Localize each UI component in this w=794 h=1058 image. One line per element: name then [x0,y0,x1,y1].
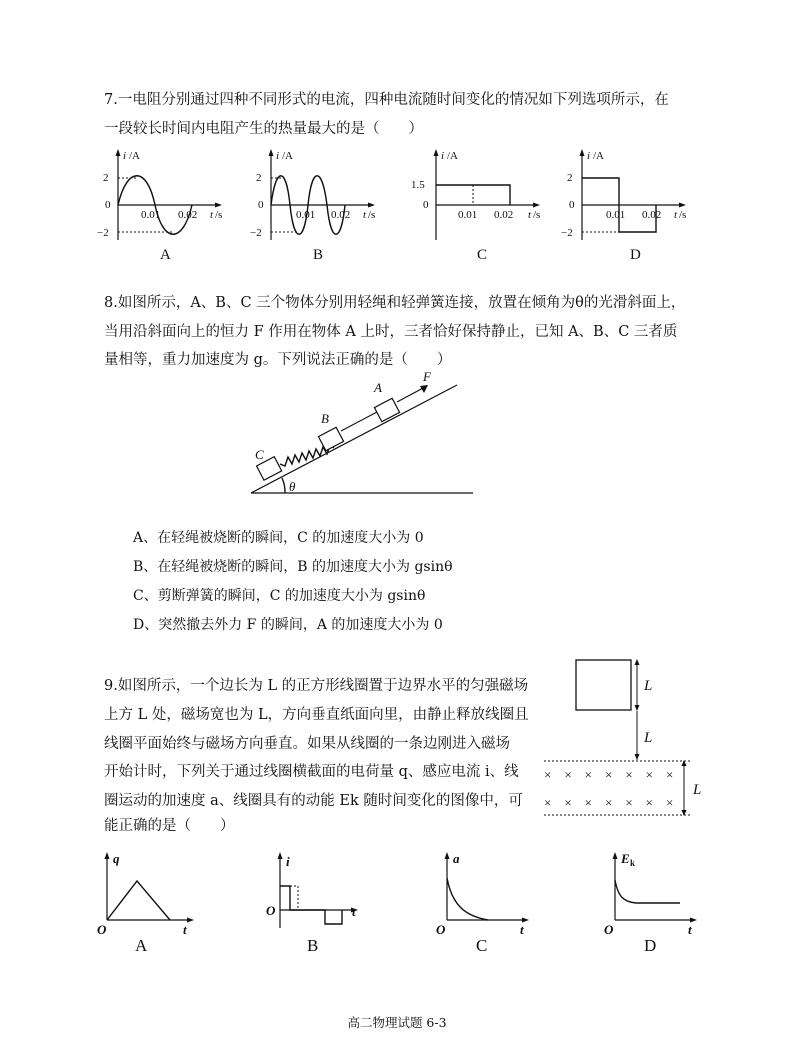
q7-graph-d [561,148,704,243]
tick-label: 0.01 [141,209,161,221]
axis-label-i: i [276,150,280,162]
page-footer: 高二物理试题 6-3 [347,1015,447,1030]
q7-caption-c: C [477,247,488,263]
label-f: F [423,369,431,384]
q9-text-line1: 9.如图所示，一个边长为 L 的正方形线圈置于边界水平的匀强磁场 [104,678,529,694]
q9-graph-a [95,850,205,940]
axis-label-t: t [210,209,214,221]
q8-text-line2: 当用沿斜面向上的恒力 F 作用在物体 A 上时，三者恰好保持静止，已知 A、B、C 三者质 [104,324,678,340]
label-c: C [255,447,264,462]
q9-text-line2: 上方 L 处，磁场宽也为 L，方向垂直纸面向里，由静止释放线圈且 [104,707,529,723]
tick-label: −2 [561,227,573,239]
q9-text-line3: 线圈平面始终与磁场方向垂直。如果从线圈的一条边刚进入磁场 [104,736,510,752]
axis-label-unit: /A [282,150,293,162]
block-a [374,398,399,421]
origin-label: O [604,922,614,937]
q7-caption-d: D [630,247,641,263]
tick-label: 0.01 [606,209,626,221]
q7-graph-a [97,148,240,243]
axis-label-t: t [674,209,678,221]
tick-label: 0.02 [331,209,351,221]
tick-label: 0 [569,199,575,211]
axis-label-unit: /A [447,150,458,162]
origin-label: O [97,922,107,937]
q7-text-line1: 7.一电阻分别通过四种不同形式的电流，四种电流随时间变化的情况如下列选项所示，在 [104,92,669,108]
q9-graph-b [262,850,372,940]
origin-label: O [436,922,446,937]
axis-label-t: t [688,922,692,937]
tick-label: 0.01 [296,209,316,221]
axis-label-q: q [113,851,120,866]
force-arrow [397,387,425,402]
axis-label-unit: /s [533,209,541,221]
q7-graph-b [250,148,393,243]
axis-label-t: t [363,209,367,221]
q7-text-line2: 一段较长时间内电阻产生的热量最大的是（ ） [104,121,423,137]
label-a: A [374,380,382,395]
q7-caption-b: B [313,247,324,263]
tick-label: 1.5 [411,179,425,191]
tick-label: 0.01 [458,209,478,221]
field-cross-row: × × × × × × × [544,795,674,810]
q9-caption-d: D [644,936,657,955]
q9-text-line5: 圈运动的加速度 a、线圈具有的动能 Ek 随时间变化的图像中，可 [104,793,523,809]
tick-label: 0 [105,199,111,211]
tick-label: 0.02 [642,209,662,221]
axis-label-i: i [286,854,290,869]
q9-text-line6: 能正确的是（ ） [104,818,235,834]
axis-label-ek-sub: k [630,858,636,868]
q8-option-c: C、剪断弹簧的瞬间，C 的加速度大小为 gsinθ [133,588,426,604]
axis-label-t: t [183,922,187,937]
axis-label-t: t [520,922,524,937]
tick-label: −2 [97,227,109,239]
theta-label: θ [289,479,296,494]
dim-label-l2: L [644,730,653,746]
axis-label-unit: /s [215,209,223,221]
axis-label-unit: /s [368,209,376,221]
tick-label: 2 [256,172,262,184]
q8-text-line1: 8.如图所示，A、B、C 三个物体分别用轻绳和轻弹簧连接，放置在倾角为θ的光滑斜面上， [104,295,686,311]
q8-option-b: B、在轻绳被烧断的瞬间，B 的加速度大小为 gsinθ [133,559,453,575]
origin-label: O [266,903,276,918]
dim-label-l1: L [644,678,653,694]
q9-graph-d [598,850,708,940]
q8-incline-figure [245,365,475,500]
q8-option-d: D、突然撤去外力 F 的瞬间，A 的加速度大小为 0 [133,617,443,633]
axis-label-i: i [123,150,127,162]
axis-label-t: t [352,904,356,919]
label-b: B [321,411,329,426]
q8-option-a: A、在轻绳被烧断的瞬间，C 的加速度大小为 0 [133,530,424,546]
tick-label: 2 [103,172,109,184]
q9-caption-a: A [135,936,148,955]
axis-label-unit: /A [129,150,140,162]
axis-label-ek: E [621,851,630,866]
square-coil [576,660,631,710]
tick-label: 0 [423,199,429,211]
q8-text-line3: 量相等，重力加速度为 g。下列说法正确的是（ ） [104,352,452,368]
axis-label-unit: /A [593,150,604,162]
axis-label-i: i [441,150,445,162]
rope [341,412,377,431]
tick-label: 0.02 [494,209,514,221]
dim-label-l3: L [693,782,702,798]
tick-label: −2 [250,227,262,239]
q9-caption-b: B [307,936,319,955]
q9-caption-c: C [476,936,488,955]
axis-label-unit: /s [679,209,687,221]
tick-label: 2 [567,172,573,184]
q9-graph-c [430,850,540,940]
q9-text-line4: 开始计时，下列关于通过线圈横截面的电荷量 q、感应电流 i、线 [104,764,519,780]
tick-label: 0.02 [178,209,198,221]
tick-label: 0 [258,199,264,211]
q7-graph-c [411,148,558,243]
axis-label-i: i [587,150,591,162]
q7-caption-a: A [160,247,171,263]
field-cross-row: × × × × × × × [544,767,674,782]
axis-label-t: t [528,209,532,221]
q9-coil-field-figure [540,655,720,820]
axis-label-a: a [453,851,460,866]
